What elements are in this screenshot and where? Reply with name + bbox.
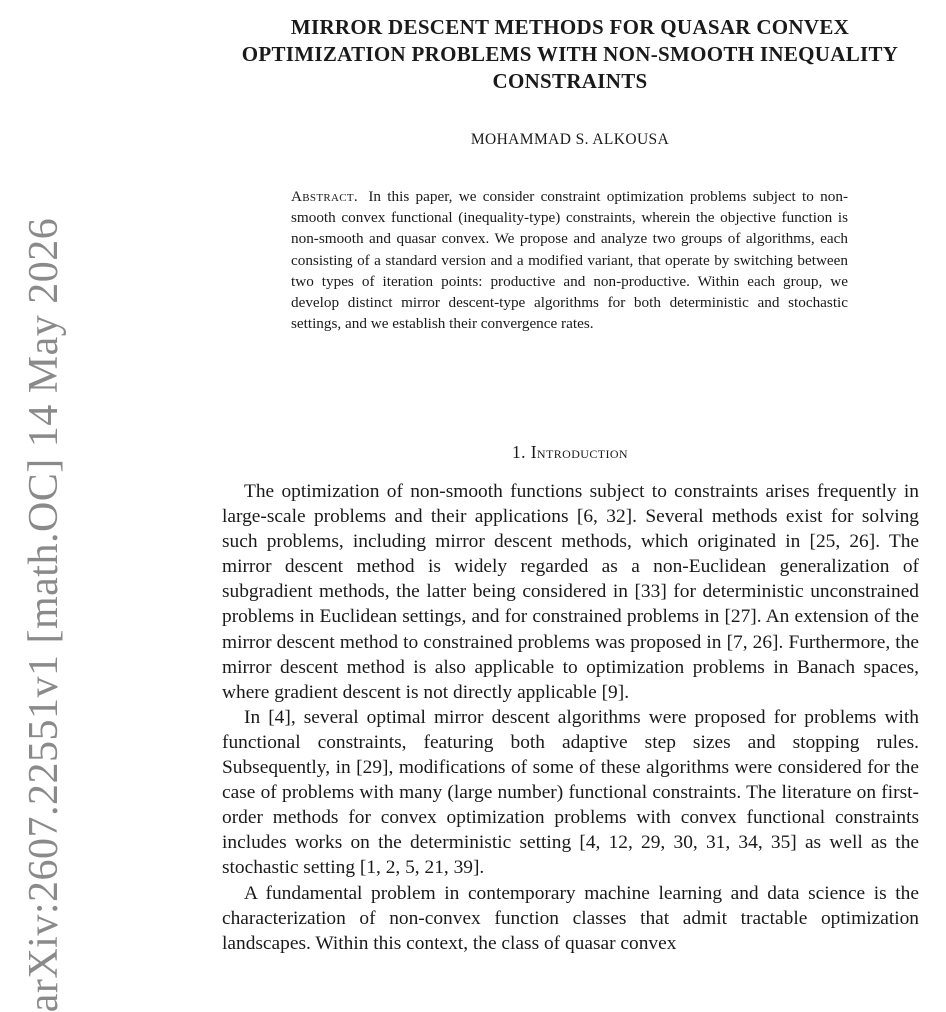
abstract [291,186,848,334]
abstract-text: In this paper, we consider constraint optimization problems subject to non-smooth convex functional (inequality-type) constraints, wherein the objective function is non-smooth and quasar convex. We propose and analyze two groups of algorithms, each consisting of a standard version and a modified variant, that operate by switching between two types of iteration points: productive and non-productive. Within each group, we develop distinct mirror descent-type algorithms for both deterministic and stochastic settings, and we establish their convergence rates. [291,188,849,333]
abstract-label: Abstract. [291,188,358,205]
paper-author: MOHAMMAD S. ALKOUSA [470,131,670,148]
arxiv-identifier: arXiv:2607.22551v1 [math.OC] 14 May 2026 [21,217,67,1012]
paragraph: A fundamental problem in contemporary machine learning and data science is the characterization of non-convex function classes that admit tractable optimization landscapes. Within this context, the class of quasar convex [222,882,919,954]
paper-title: MIRROR DESCENT METHODS FOR QUASAR CONVEX OPTIMIZATION PROBLEMS WITH NON-SMOOTH INEQUALITY CONSTRAINTS [241,15,899,93]
section-heading-introduction: 1. Introduction [512,442,628,462]
introduction-body [222,479,919,956]
paragraph: In [4], several optimal mirror descent algorithms were proposed for problems with functional constraints, featuring both adaptive step sizes and stopping rules. Subsequently, in [29], modifications of some of these algorithms were considered for the case of problems with many (large number) functional constraints. The literature on first-order methods for convex optimization problems with convex functional constraints includes works on the deterministic setting [4, 12, 29, 30, 31, 34, 35] as well as the stochastic setting [1, 2, 5, 21, 39]. [222,706,919,879]
arxiv-sidebar [0,0,70,1012]
paragraph: The optimization of non-smooth functions subject to constraints arises frequently in large-scale problems and their applications [6, 32]. Several methods exist for solving such problems, including mirror descent methods, which originated in [25, 26]. The mirror descent method is widely regarded as a non-Euclidean generalization of subgradient methods, the latter being considered in [33] for deterministic unconstrained problems in Euclidean settings, and for constrained problems in [27]. An extension of the mirror descent method to constrained problems was proposed in [7, 26]. Furthermore, the mirror descent method is also applicable to optimization problems in Banach spaces, where gradient descent is not directly applicable [9]. [222,481,919,703]
